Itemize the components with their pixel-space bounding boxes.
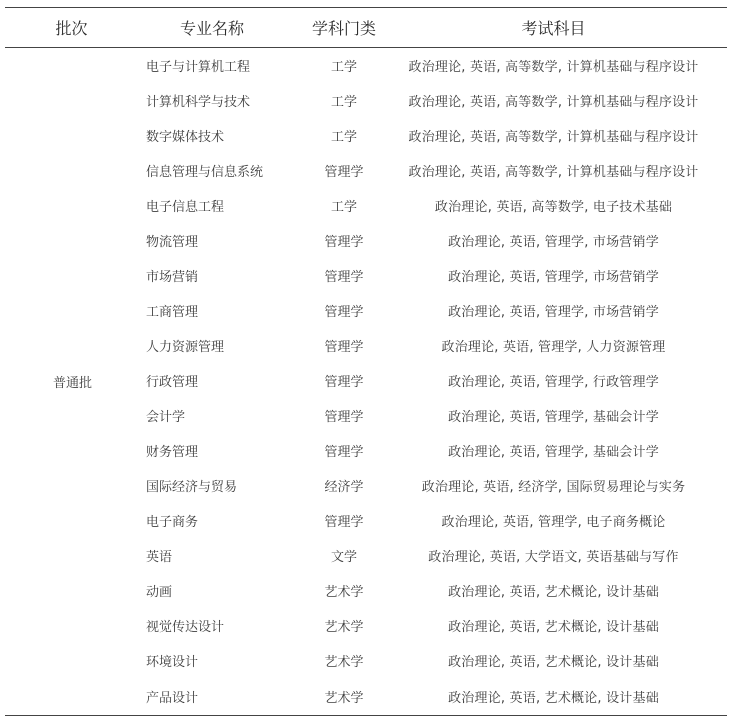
category-cell: 工学 <box>330 129 357 145</box>
exam-subjects-cell: 政治理论, 英语, 高等数学, 计算机基础与程序设计 <box>408 164 699 180</box>
exam-subjects-table <box>5 7 727 716</box>
major-name-cell: 物流管理 <box>146 234 199 250</box>
exam-subjects-cell: 政治理论, 英语, 经济学, 国际贸易理论与实务 <box>421 479 686 495</box>
category-cell: 艺术学 <box>324 690 364 706</box>
exam-subjects-cell: 政治理论, 英语, 高等数学, 计算机基础与程序设计 <box>408 59 699 75</box>
exam-subjects-cell: 政治理论, 英语, 高等数学, 计算机基础与程序设计 <box>408 94 699 110</box>
batch-cell: 普通批 <box>53 376 93 391</box>
major-name-cell: 数字媒体技术 <box>146 129 225 145</box>
category-cell: 管理学 <box>324 374 364 390</box>
exam-subjects-cell: 政治理论, 英语, 管理学, 市场营销学 <box>448 234 659 250</box>
exam-subjects-cell: 政治理论, 英语, 管理学, 基础会计学 <box>448 409 659 425</box>
major-name-cell: 财务管理 <box>146 444 199 460</box>
major-name-cell: 电子商务 <box>146 514 199 530</box>
category-cell: 艺术学 <box>324 619 364 635</box>
category-cell: 管理学 <box>324 409 364 425</box>
header-exam-subjects: 考试科目 <box>521 19 586 38</box>
table-header <box>5 8 727 48</box>
major-name-cell: 英语 <box>146 549 173 565</box>
exam-subjects-cell: 政治理论, 英语, 艺术概论, 设计基础 <box>448 690 659 706</box>
header-category: 学科门类 <box>311 19 376 38</box>
major-name-cell: 信息管理与信息系统 <box>146 164 264 180</box>
exam-subjects-cell: 政治理论, 英语, 艺术概论, 设计基础 <box>448 619 659 635</box>
category-cell: 管理学 <box>324 234 364 250</box>
category-cell: 艺术学 <box>324 584 364 600</box>
category-cell: 经济学 <box>324 479 364 495</box>
exam-subjects-cell: 政治理论, 英语, 大学语文, 英语基础与写作 <box>428 549 679 565</box>
category-cell: 文学 <box>330 549 357 565</box>
category-cell: 管理学 <box>324 164 364 180</box>
category-cell: 管理学 <box>324 444 364 460</box>
table-body <box>5 48 727 716</box>
exam-subjects-cell: 政治理论, 英语, 艺术概论, 设计基础 <box>448 654 659 670</box>
major-name-cell: 人力资源管理 <box>146 339 225 355</box>
exam-subjects-cell: 政治理论, 英语, 管理学, 行政管理学 <box>448 374 659 390</box>
category-cell: 管理学 <box>324 514 364 530</box>
major-name-cell: 电子与计算机工程 <box>146 59 251 75</box>
major-name-cell: 会计学 <box>146 409 186 425</box>
exam-subjects-cell: 政治理论, 英语, 管理学, 市场营销学 <box>448 304 659 320</box>
major-name-cell: 国际经济与贸易 <box>146 479 238 495</box>
header-major-name: 专业名称 <box>180 19 245 38</box>
category-cell: 管理学 <box>324 339 364 355</box>
major-name-cell: 产品设计 <box>146 690 199 706</box>
category-cell: 艺术学 <box>324 654 364 670</box>
major-name-cell: 计算机科学与技术 <box>146 94 251 110</box>
exam-subjects-cell: 政治理论, 英语, 高等数学, 计算机基础与程序设计 <box>408 129 699 145</box>
header-row <box>5 8 727 48</box>
category-cell: 工学 <box>330 199 357 215</box>
exam-subjects-cell: 政治理论, 英语, 艺术概论, 设计基础 <box>448 584 659 600</box>
exam-subjects-table-container <box>5 7 727 716</box>
category-cell: 工学 <box>330 59 357 75</box>
major-name-cell: 动画 <box>146 584 173 600</box>
exam-subjects-cell: 政治理论, 英语, 管理学, 市场营销学 <box>448 269 659 285</box>
exam-subjects-cell: 政治理论, 英语, 管理学, 基础会计学 <box>448 444 659 460</box>
major-name-cell: 市场营销 <box>146 269 199 285</box>
exam-subjects-cell: 政治理论, 英语, 管理学, 电子商务概论 <box>441 514 666 530</box>
category-cell: 管理学 <box>324 269 364 285</box>
major-name-cell: 视觉传达设计 <box>146 619 225 635</box>
exam-subjects-cell: 政治理论, 英语, 高等数学, 电子技术基础 <box>434 199 673 215</box>
header-batch: 批次 <box>55 19 88 38</box>
major-name-cell: 行政管理 <box>146 374 199 390</box>
category-cell: 工学 <box>330 94 357 110</box>
major-name-cell: 环境设计 <box>146 654 199 670</box>
table-row <box>5 48 727 83</box>
category-cell: 管理学 <box>324 304 364 320</box>
exam-subjects-cell: 政治理论, 英语, 管理学, 人力资源管理 <box>441 339 666 355</box>
major-name-cell: 工商管理 <box>146 304 199 320</box>
major-name-cell: 电子信息工程 <box>146 199 225 215</box>
